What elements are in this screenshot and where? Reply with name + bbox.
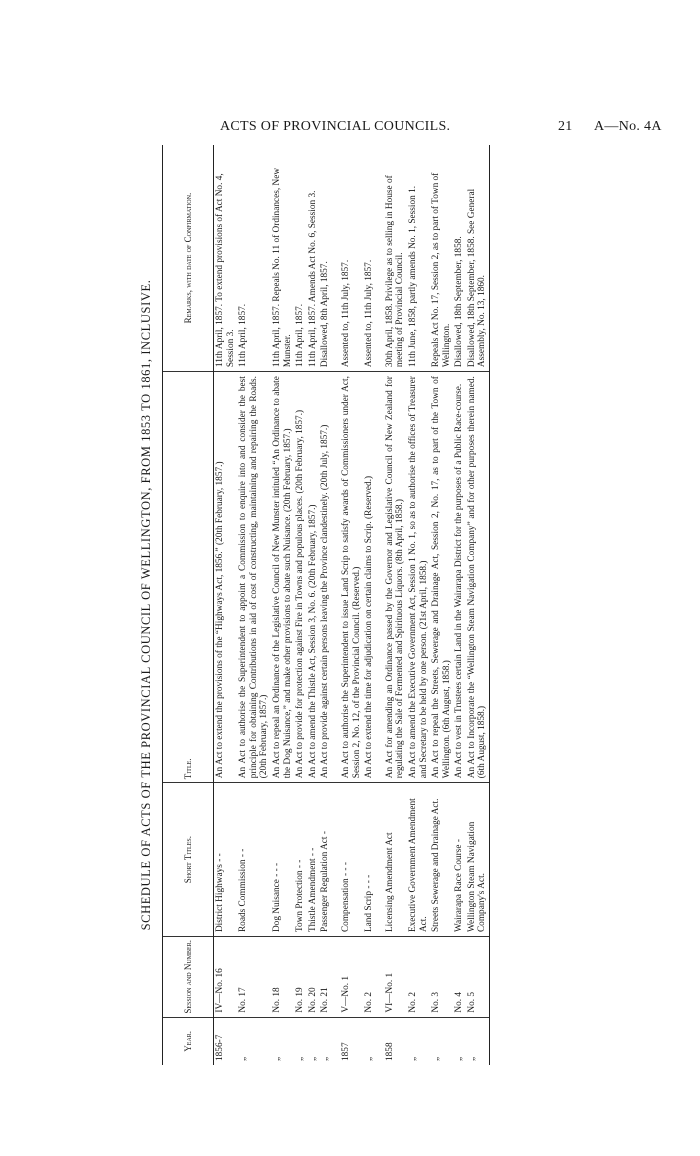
cell-short-title: Roads Commission - - [237,783,271,937]
cell-session: VI—No. 1 [376,937,407,1018]
cell-session: V—No. 1 [332,937,363,1018]
cell-short-title: Land Scrip - - - [363,783,376,937]
table-row [407,145,430,1065]
cell-short-title: District Highways - - [214,783,238,937]
table-row [466,145,490,1065]
cell-short-title: Wellington Steam Navigation Company's Act. [466,783,490,937]
cell-remarks: 11th April, 1857. Amends Act No. 6, Session 3. [307,145,320,372]
cell-year: „ [238,1056,249,1061]
page-number: 21 [558,119,573,134]
cell-year: „ [295,1056,306,1061]
cell-title: An Act to amend the Executive Government Act, Session 1 No. 1, so as to authorise the offices of Treasurer and Secretary to be held by one person. (21st April, 1858.) [407,372,430,783]
cell-short-title: Licensing Amendment Act [376,783,407,937]
col-header-title: Title. [163,372,214,783]
col-header-year: Year. [163,1017,214,1065]
cell-title: An Act to authorise the Superintendent to issue Land Scrip to satisfy awards of Commissioners under Act, Session 2, No. 12, of the Provincial Council. (Reserved.) [332,372,363,783]
table-row [332,145,363,1065]
cell-remarks: Assented to, 11th July, 1857. [363,145,376,372]
cell-year: 1857 [340,1042,351,1061]
cell-session: No. 17 [237,937,271,1018]
rotated-schedule [135,145,625,1065]
table-header-row [163,145,214,1065]
schedule-title: SCHEDULE OF ACTS OF THE PROVINCIAL COUNCIL OF WELLINGTON, FROM 1853 TO 1861, INCLUSIVE. [139,279,153,931]
cell-year: „ [320,1056,331,1061]
cell-title: An Act to provide for protection against Fire in Towns and populous places. (20th February, 1857.) [294,372,307,783]
cell-session: No. 2 [363,937,376,1018]
cell-short-title: Thistle Amendment - - [307,783,320,937]
cell-remarks: 11th April, 1857. To extend provisions of Act No. 4, Session 3. [214,145,238,372]
cell-session: No. 5 [466,937,490,1018]
cell-session: No. 3 [430,937,453,1018]
cell-remarks: 11th June, 1858, partly amends No. 1, Session 1. [407,145,430,372]
table-row [376,145,407,1065]
cell-session: IV—No. 16 [214,937,238,1018]
cell-remarks: 30th April, 1858. Privilege as to selling in House of meeting of Provincial Council. [376,145,407,372]
table-row [307,145,320,1065]
cell-year: 1856-7 [215,1034,225,1061]
cell-session: No. 18 [271,937,294,1018]
cell-session: No. 2 [407,937,430,1018]
cell-remarks: Disallowed, 8th April, 1857. [319,145,332,372]
cell-year: „ [466,1017,490,1065]
cell-title: An Act to provide against certain persons leaving the Province clandestinely. (20th July, 1857.) [319,372,332,783]
cell-session: No. 20 [307,937,320,1018]
table-row [294,145,307,1065]
cell-year: „ [364,1056,375,1061]
table-row [319,145,332,1065]
cell-short-title: Executive Government Amendment Act. [407,783,430,937]
table-row [237,145,271,1065]
cell-short-title: Compensation - - - [332,783,363,937]
table-row [453,145,466,1065]
cell-short-title: Streets Sewerage and Drainage Act. [430,783,453,937]
cell-remarks: Assented to, 11th July, 1857. [332,145,363,372]
cell-remarks: 11th April, 1857. [294,145,307,372]
cell-short-title: Dog Nuisance - - - [271,783,294,937]
running-header [160,119,662,139]
table-row [430,145,453,1065]
cell-year: „ [407,1056,418,1061]
cell-year: „ [307,1056,318,1061]
cell-title: An Act to repeal an Ordinance of the Legislative Council of New Munster intituled “An Ordinance to abate the Dog Nuisance,” and make other provisions to abate such Nuisance. (20th February, 1857.) [271,372,294,783]
cell-remarks: Disallowed, 18th September, 1858. [453,145,466,372]
cell-year: 1858 [384,1042,395,1061]
cell-short-title: Town Protection - - [294,783,307,937]
cell-short-title: Passenger Regulation Act - [319,783,332,937]
cell-session: No. 19 [294,937,307,1018]
col-header-remarks: Remarks, with date of Confirmation. [163,145,214,372]
acts-table [162,145,490,1065]
running-title: ACTS OF PROVINCIAL COUNCILS. [220,119,451,134]
cell-short-title: Wairarapa Race Course - [453,783,466,937]
cell-year: „ [271,1056,282,1061]
cell-title: An Act to extend the provisions of the “Highways Act, 1856.” (20th February, 1857.) [214,372,238,783]
col-header-session: Session and Number. [163,937,214,1018]
table-row [214,145,238,1065]
table-row [363,145,376,1065]
cell-title: An Act to vest in Trustees certain Land in the Wairarapa District for the purposes of a Public Race-course. [453,372,466,783]
cell-remarks: Repeals Act No. 17, Session 2, as to part of Town of Wellington. [430,145,453,372]
cell-title: An Act to repeal the Streets, Sewerage and Drainage Act, Session 2, No. 17, as to part of the Town of Wellington. (6th August, 1858.) [430,372,453,783]
cell-session: No. 21 [319,937,332,1018]
cell-remarks: Disallowed, 18th September, 1858. See General Assembly, No. 13, 1860. [466,145,490,372]
cell-session: No. 4 [453,937,466,1018]
cell-year: „ [431,1056,442,1061]
cell-title: An Act for amending an Ordinance passed by the Governor and Legislative Council of New Zealand for regulating the Sale of Fermented and Spirituous Liquors. (8th April, 1858.) [376,372,407,783]
col-header-short-title: Short Titles. [163,783,214,937]
document-reference: A—No. 4A [594,119,662,134]
cell-remarks: 11th April, 1857. Repeals No. 11 of Ordinances, New Munster. [271,145,294,372]
cell-remarks: 11th April, 1857. [237,145,271,372]
cell-year: „ [454,1056,465,1061]
cell-title: An Act to Incorporate the “Wellington Steam Navigation Company” and for other purposes therein named. (6th August, 1858.) [466,372,490,783]
cell-title: An Act to authorise the Superintendent to appoint a Commission to enquire into and consider the best principle for obtaining Contributions in aid of cost of constructing, maintaining and repairing the Roads. (20th February, 1857.) [237,372,271,783]
cell-title: An Act to amend the Thistle Act, Session 3, No. 6. (20th February, 1857.) [307,372,320,783]
cell-title: An Act to extend the time for adjudication on certain claims to Scrip. (Reserved.) [363,372,376,783]
table-row [271,145,294,1065]
